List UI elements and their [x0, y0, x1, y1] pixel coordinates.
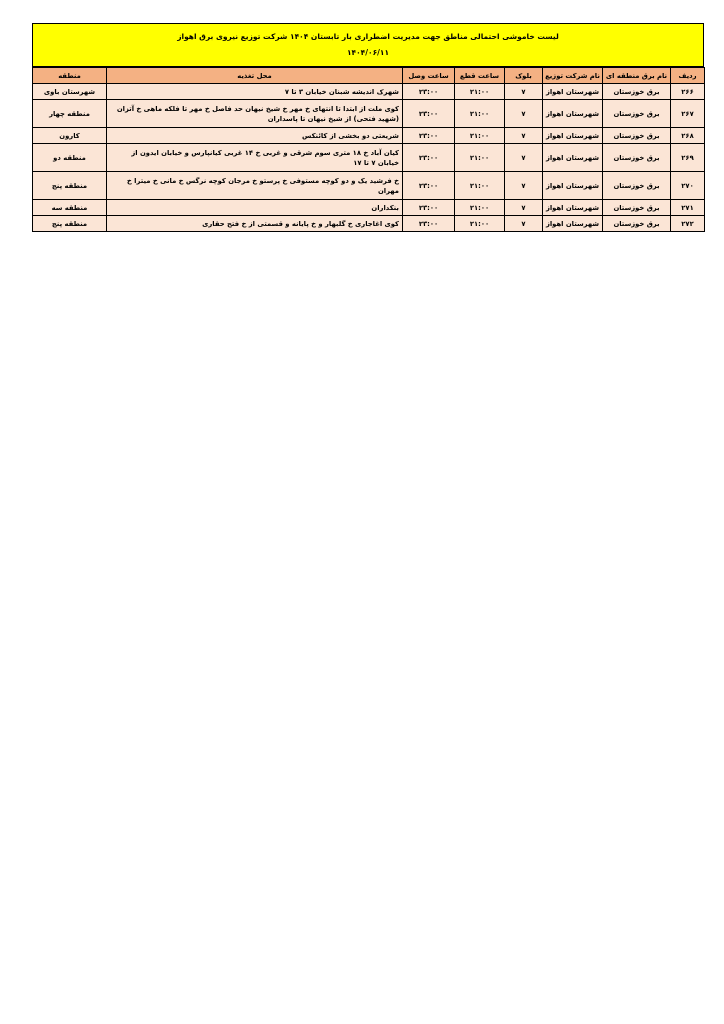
cell-distribution: شهرستان اهواز — [543, 100, 603, 128]
header-cut-time: ساعت قطع — [455, 68, 505, 84]
cell-cut-time: ۲۱:۰۰ — [455, 100, 505, 128]
cell-row-no: ۲۶۶ — [671, 84, 705, 100]
cell-block: ۷ — [505, 144, 543, 172]
cell-regional: برق خوزستان — [603, 100, 671, 128]
header-row — [33, 68, 705, 84]
cell-zone: شهرستان باوی — [33, 84, 107, 100]
cell-feed-area: کوی ملت از ابتدا تا انتهای خ مهر خ شیخ نیهان حد فاصل خ مهر تا فلکه ماهی خ آتزان (شهید فتحی) از شیخ نیهان تا پاسداران — [107, 100, 403, 128]
outage-table — [32, 67, 705, 232]
cell-regional: برق خوزستان — [603, 84, 671, 100]
cell-distribution: شهرستان اهواز — [543, 172, 603, 200]
cell-cut-time: ۲۱:۰۰ — [455, 128, 505, 144]
cell-regional: برق خوزستان — [603, 172, 671, 200]
cell-feed-area: خ فرشید یک و دو کوچه مستوفی خ پرستو خ مرجان کوچه نرگس خ مانی خ میترا خ مهران — [107, 172, 403, 200]
cell-cut-time: ۲۱:۰۰ — [455, 144, 505, 172]
cell-zone: منطقه چهار — [33, 100, 107, 128]
cell-zone: منطقه پنج — [33, 172, 107, 200]
table-row — [33, 200, 705, 216]
cell-distribution: شهرستان اهواز — [543, 84, 603, 100]
cell-connect-time: ۲۳:۰۰ — [403, 144, 455, 172]
cell-cut-time: ۲۱:۰۰ — [455, 84, 505, 100]
header-feed-area: محل تغذیه — [107, 68, 403, 84]
header-block: بلوک — [505, 68, 543, 84]
cell-cut-time: ۲۱:۰۰ — [455, 200, 505, 216]
cell-regional: برق خوزستان — [603, 128, 671, 144]
header-zone: منطقه — [33, 68, 107, 84]
cell-cut-time: ۲۱:۰۰ — [455, 216, 505, 232]
cell-row-no: ۲۷۱ — [671, 200, 705, 216]
title-banner — [32, 23, 704, 67]
cell-cut-time: ۲۱:۰۰ — [455, 172, 505, 200]
cell-row-no: ۲۷۲ — [671, 216, 705, 232]
cell-zone: منطقه دو — [33, 144, 107, 172]
cell-block: ۷ — [505, 216, 543, 232]
table-row — [33, 216, 705, 232]
cell-zone: منطقه سه — [33, 200, 107, 216]
cell-zone: کارون — [33, 128, 107, 144]
cell-feed-area: کیان آباد خ ۱۸ متری سوم شرقی و غربی خ ۱۴ غربی کیانپارس و خیابان ایدون از خیابان ۷ تا ۱۷ — [107, 144, 403, 172]
cell-distribution: شهرستان اهواز — [543, 216, 603, 232]
cell-feed-area: بنکداران — [107, 200, 403, 216]
cell-regional: برق خوزستان — [603, 200, 671, 216]
cell-feed-area: کوی اغاجاری خ گلبهار و خ پایانه و قسمتی از خ فتح حقاری — [107, 216, 403, 232]
cell-row-no: ۲۷۰ — [671, 172, 705, 200]
table-row — [33, 128, 705, 144]
cell-distribution: شهرستان اهواز — [543, 144, 603, 172]
cell-row-no: ۲۶۸ — [671, 128, 705, 144]
cell-block: ۷ — [505, 100, 543, 128]
table-row — [33, 172, 705, 200]
document-title: لیست خاموشی احتمالی مناطق جهت مدیریت اضطراری بار تابستان ۱۴۰۴ شرکت توزیع نیروی برق اهواز — [177, 32, 559, 41]
table-row — [33, 100, 705, 128]
cell-connect-time: ۲۳:۰۰ — [403, 200, 455, 216]
cell-block: ۷ — [505, 172, 543, 200]
cell-connect-time: ۲۳:۰۰ — [403, 100, 455, 128]
header-connect-time: ساعت وصل — [403, 68, 455, 84]
table-row — [33, 84, 705, 100]
cell-connect-time: ۲۳:۰۰ — [403, 128, 455, 144]
outage-sheet — [32, 23, 704, 232]
cell-block: ۷ — [505, 84, 543, 100]
cell-distribution: شهرستان اهواز — [543, 200, 603, 216]
cell-zone: منطقه پنج — [33, 216, 107, 232]
cell-regional: برق خوزستان — [603, 144, 671, 172]
cell-feed-area: شریعتی دو بخشی از کائنکس — [107, 128, 403, 144]
document-date: ۱۴۰۴/۰۶/۱۱ — [346, 48, 390, 57]
cell-distribution: شهرستان اهواز — [543, 128, 603, 144]
cell-block: ۷ — [505, 128, 543, 144]
table-row — [33, 144, 705, 172]
cell-regional: برق خوزستان — [603, 216, 671, 232]
cell-feed-area: شهرک اندیشه شبنان خیابان ۳ تا ۷ — [107, 84, 403, 100]
cell-block: ۷ — [505, 200, 543, 216]
header-distribution: نام شرکت توزیع — [543, 68, 603, 84]
header-row-no: ردیف — [671, 68, 705, 84]
cell-row-no: ۲۶۹ — [671, 144, 705, 172]
header-regional: نام برق منطقه ای — [603, 68, 671, 84]
cell-row-no: ۲۶۷ — [671, 100, 705, 128]
cell-connect-time: ۲۳:۰۰ — [403, 216, 455, 232]
cell-connect-time: ۲۳:۰۰ — [403, 172, 455, 200]
cell-connect-time: ۲۳:۰۰ — [403, 84, 455, 100]
